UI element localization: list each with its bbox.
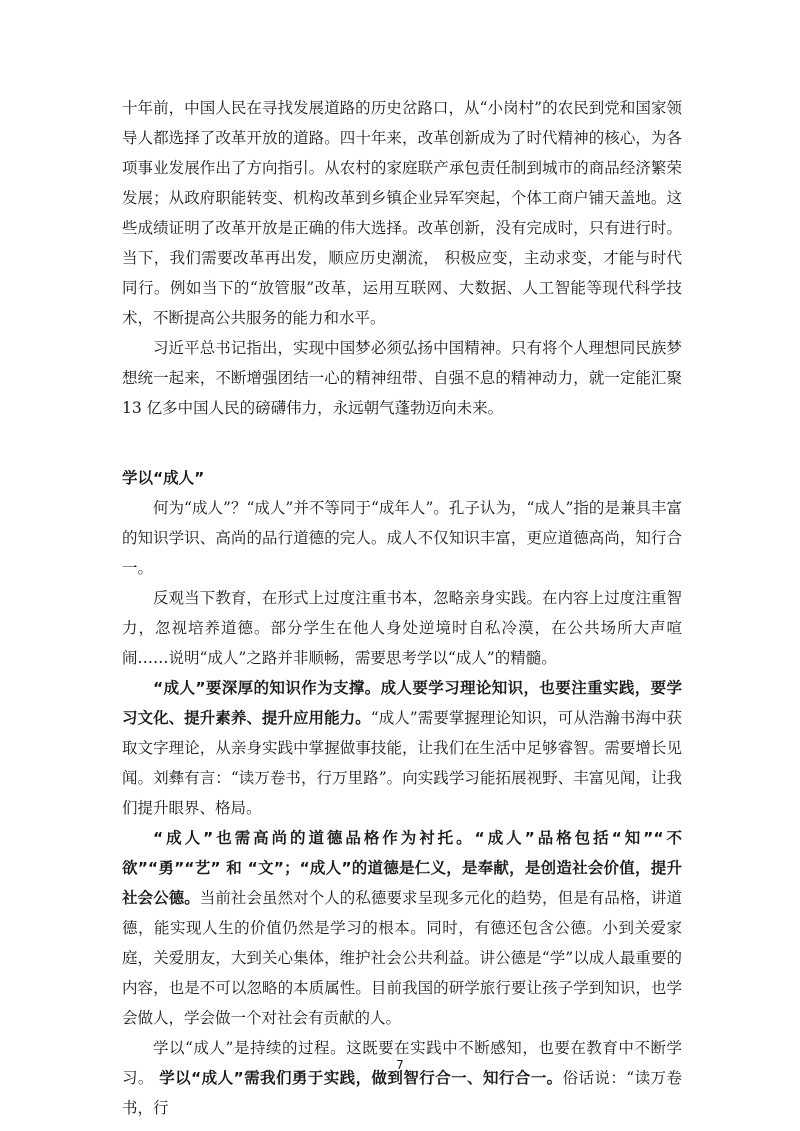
paragraph [122, 673, 682, 823]
paragraph-text: “成人”需要掌握理论知识，可从浩瀚书海中获取文字理论，从亲身实践中掌握做事技能，让我们在生活中足够睿智。需要增长见闻。刘彝有言：“读万卷书，行万里路”。向实践学习能拓展视野、丰富见闻，让我们提升眼界、格局。 [122, 709, 682, 817]
document-page [122, 93, 682, 1123]
paragraph: 十年前，中国人民在寻找发展道路的历史岔路口，从“小岗村”的农民到党和国家领导人都选择了改革开放的道路。四十年来，改革创新成为了时代精神的核心，为各项事业发展作出了方向指引。从农村的家庭联产承包责任制到城市的商品经济繁荣发展；从政府职能转变、机构改革到乡镇企业异军突起，个体工商户铺天盖地。这些成绩证明了改革开放是正确的伟大选择。改革创新，没有完成时，只有进行时。当下，我们需要改革再出发，顺应历史潮流， 积极应变，主动求变，才能与时代同行。例如当下的“放管服”改革，运用互联网、大数据、人工智能等现代科学技术，不断提高公共服务的能力和水平。 [122, 99, 682, 327]
paragraph-text: 俗话说：“读万卷书，行 [122, 1069, 682, 1117]
paragraph: 习近平总书记指出，实现中国梦必须弘扬中国精神。只有将个人理想同民族梦想统一起来，不断增强团结一心的精神纽带、自强不息的精神动力，就一定能汇聚 13 亿多中国人民的磅礴伟力，永远朝气蓬勃迈向未来。 [122, 339, 682, 417]
section-title: 学以“成人” [122, 469, 205, 487]
bold-lead-sentence: “成人”也需高尚的道德品格作为衬托。“成人”品格包括“知”“不欲”“勇”“艺” 和 “文”；“成人”的道德是仁义，是奉献，是创造社会价值，提升社会公德。 [122, 829, 682, 907]
bold-lead-sentence: 学以“成人”需我们勇于实践，做到智行合一、知行合一。 [159, 1069, 563, 1087]
bold-lead-sentence: “成人”要深厚的知识作为支撑。成人要学习理论知识，也要注重实践，要学习文化、提升素养、提升应用能力。 [122, 679, 682, 727]
page-number: 7 [396, 1058, 404, 1072]
paragraph-text: 当前社会虽然对个人的私德要求呈现多元化的趋势，但是有品格，讲道德，能实现人生的价值仍然是学习的根本。同时，有德还包含公德。小到关爱家庭，关爱朋友，大到关心集体，维护社会公共利益。讲公德是“学”以成人最重要的内容，也是不可以忽略的本质属性。目前我国的研学旅行要让孩子学到知识，也学会做人，学会做一个对社会有贡献的人。 [122, 889, 682, 1027]
paragraph [122, 1033, 682, 1123]
paragraph-text: 学以“成人”是持续的过程。这既要在实践中不断感知，也要在教育中不断学习。 [122, 1039, 682, 1087]
paragraph: 反观当下教育，在形式上过度注重书本，忽略亲身实践。在内容上过度注重智力，忽视培养道德。部分学生在他人身处逆境时自私冷漠，在公共场所大声喧闹……说明“成人”之路并非顺畅，需要思考学以“成人”的精髓。 [122, 589, 682, 667]
paragraph [122, 823, 682, 1033]
paragraph: 何为“成人”？“成人”并不等同于“成年人”。孔子认为，“成人”指的是兼具丰富的知识学识、高尚的品行道德的完人。成人不仅知识丰富，更应道德高尚，知行合一。 [122, 499, 682, 577]
